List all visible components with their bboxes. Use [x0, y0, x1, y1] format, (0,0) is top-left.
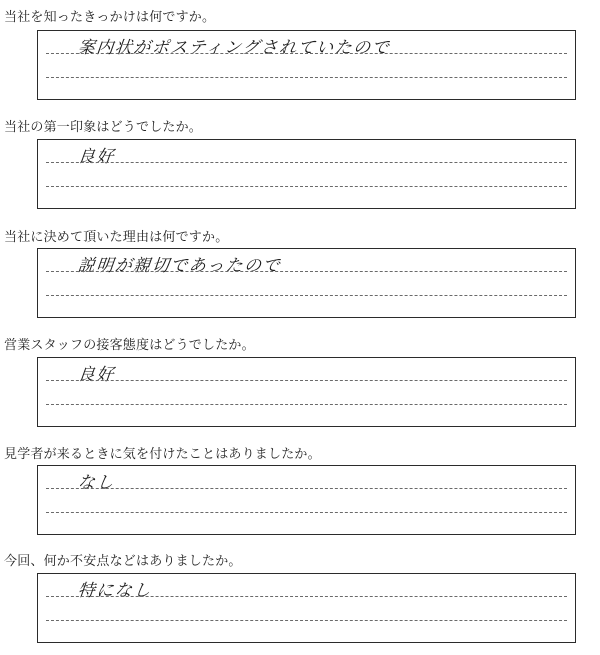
answer-line [46, 186, 567, 187]
answer-5: なし [76, 473, 116, 493]
answer-line [46, 77, 567, 78]
question-2: 当社の第一印象はどうでしたか。 [4, 120, 203, 135]
question-5: 見学者が来るときに気を付けたことはありましたか。 [4, 447, 321, 462]
question-6: 今回、何か不安点などはありましたか。 [4, 554, 242, 569]
answer-line [46, 162, 567, 163]
answer-box-5[interactable] [37, 465, 576, 535]
answer-2: 良好 [76, 147, 116, 167]
answer-line [46, 620, 567, 621]
answer-line [46, 271, 567, 272]
answer-6: 特になし [76, 581, 153, 601]
answer-box-2[interactable] [37, 139, 576, 209]
answer-line [46, 488, 567, 489]
answer-line [46, 596, 567, 597]
answer-box-3[interactable] [37, 248, 576, 318]
answer-box-4[interactable] [37, 357, 576, 427]
answer-1: 案内状がポスティングされていたので [76, 38, 392, 58]
answer-line [46, 53, 567, 54]
question-3: 当社に決めて頂いた理由は何ですか。 [4, 230, 229, 245]
answer-line [46, 380, 567, 381]
answer-line [46, 295, 567, 296]
question-4: 営業スタッフの接客態度はどうでしたか。 [4, 338, 255, 353]
answer-box-1[interactable] [37, 30, 576, 100]
answer-line [46, 512, 567, 513]
answer-3: 説明が親切であったので [76, 256, 283, 276]
answer-box-6[interactable] [37, 573, 576, 643]
question-1: 当社を知ったきっかけは何ですか。 [4, 10, 216, 25]
answer-line [46, 404, 567, 405]
answer-4: 良好 [76, 365, 116, 385]
